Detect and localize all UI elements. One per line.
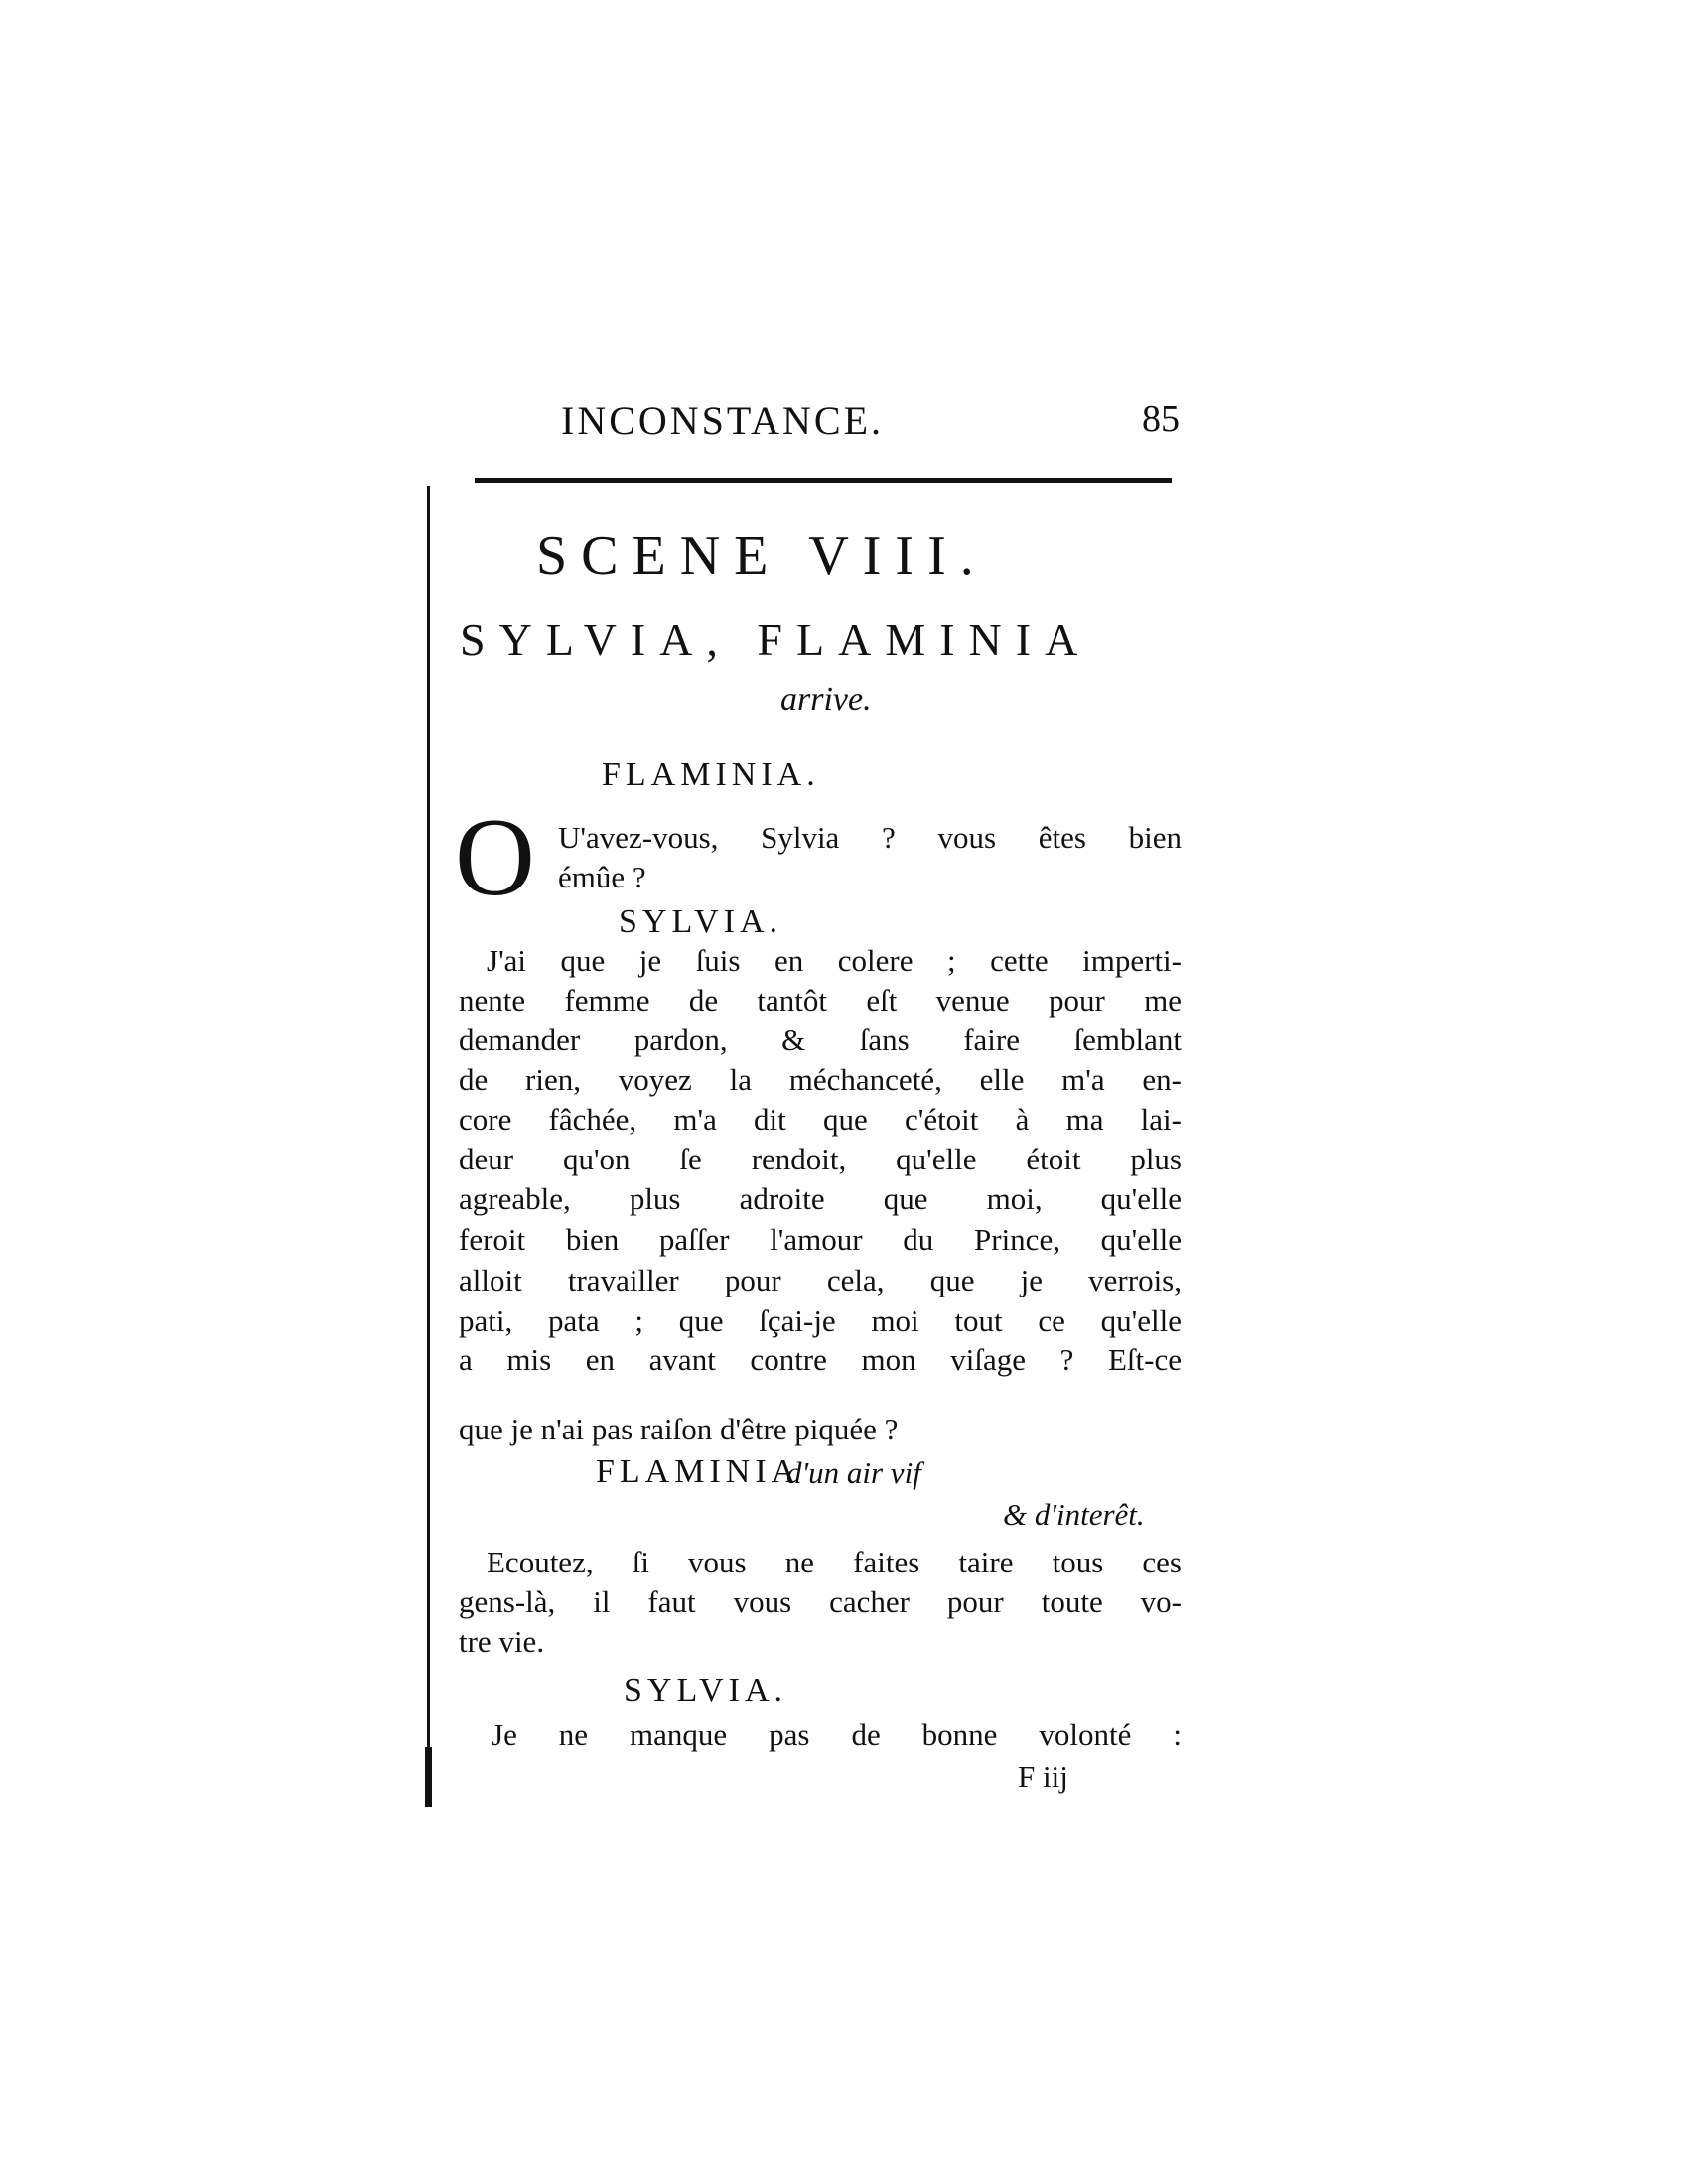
text-line: alloit travailler pour cela, que je verrois,	[459, 1263, 1182, 1297]
speaker-sylvia: SYLVIA.	[619, 903, 783, 940]
speaker-flaminia: FLAMINIA.	[602, 756, 820, 793]
running-title: INCONSTANCE.	[561, 398, 885, 443]
text-line: demander pardon, & ſans faire ſemblant	[459, 1023, 1182, 1057]
speaker-sylvia: SYLVIA.	[624, 1672, 788, 1708]
text-line: U'avez-vous, Sylvia ? vous êtes bien	[558, 820, 1182, 855]
stage-direction: arrive.	[780, 681, 872, 718]
text-line: pati, pata ; que ſçai-je moi tout ce qu'elle	[459, 1303, 1182, 1338]
text-line: deur qu'on ſe rendoit, qu'elle étoit plus	[459, 1142, 1182, 1176]
gutter-line	[427, 486, 430, 1807]
text-line: que je n'ai pas raiſon d'être piquée ?	[459, 1412, 899, 1446]
text-line: nente femme de tantôt eſt venue pour me	[459, 983, 1182, 1018]
speaker-flaminia: FLAMINIA	[596, 1453, 801, 1490]
text-line: agreable, plus adroite que moi, qu'elle	[459, 1181, 1182, 1216]
stage-direction: d'un air vif	[786, 1455, 921, 1490]
text-line: feroit bien paſſer l'amour du Prince, qu'elle	[459, 1222, 1182, 1257]
text-line: a mis en avant contre mon viſage ? Eſt-ce	[459, 1342, 1182, 1377]
text-line: Je ne manque pas de bonne volonté :	[492, 1717, 1182, 1752]
text-line: J'ai que je ſuis en colere ; cette imperti-	[487, 943, 1182, 978]
gutter-edge	[425, 1747, 432, 1807]
scene-title: SCENE VIII.	[536, 525, 988, 587]
text-line: tre vie.	[459, 1624, 545, 1659]
text-line: gens-là, il faut vous cacher pour toute vo-	[459, 1584, 1182, 1619]
header-rule	[475, 478, 1172, 483]
scene-characters: SYLVIA, FLAMINIA	[460, 614, 1092, 665]
drop-cap: O	[455, 796, 535, 919]
signature-mark: F iij	[1018, 1759, 1068, 1794]
page-number: 85	[1142, 398, 1180, 440]
stage-direction: & d'interêt.	[1003, 1497, 1145, 1532]
text-line: core fâchée, m'a dit que c'étoit à ma lai-	[459, 1102, 1182, 1137]
text-line: Ecoutez, ſi vous ne faites taire tous ces	[487, 1545, 1182, 1579]
text-line: de rien, voyez la méchanceté, elle m'a en-	[459, 1062, 1182, 1097]
text-line: émûe ?	[558, 860, 646, 894]
